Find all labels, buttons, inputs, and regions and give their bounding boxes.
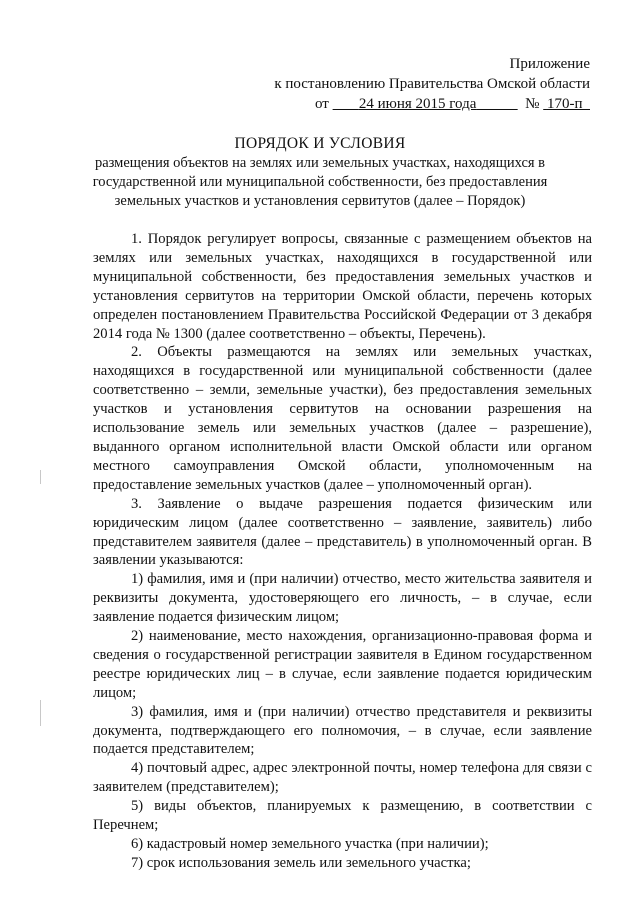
document-title [0, 134, 640, 211]
date-prefix: от [315, 96, 329, 112]
list-item-5: 5) виды объектов, планируемых к размещению, в соответствии с Перечнем; [93, 798, 592, 834]
title-subline: государственной или муниципальной собственности, без предоставления [92, 174, 548, 190]
list-item-6: 6) кадастровый номер земельного участка (при наличии); [131, 836, 489, 852]
list-item-3: 3) фамилия, имя и (при наличии) отчество представителя и реквизиты документа, подтверждающего его полномочия, – в случае, если заявление подается представителем; [93, 703, 592, 758]
title-subline: земельных участков и установления сервитутов (далее – Порядок) [114, 193, 526, 209]
paragraph-1: 1. Порядок регулирует вопросы, связанные с размещением объектов на землях или земельных участках, находящихся в государственной или муниципальной собственности, без предоставления земельных участков и установления сервитутов на территории Омской области, перечень которых определен постановлением Правительства Российской Федерации от 3 декабря 2014 года № 1300 (далее соответственно – объекты, Перечень). [93, 231, 592, 342]
title-heading: ПОРЯДОК И УСЛОВИЯ [234, 135, 406, 152]
paragraph-2: 2. Объекты размещаются на землях или земельных участках, находящихся в государственной или муниципальной собственности (далее соответственно – земли, земельные участки), без предоставления земельных участков и установления сервитутов на основании разрешения на использование земель или земельных участков (далее – разрешение), выданного органом исполнительной власти Омской области или органом местного самоуправления Омской области, уполномоченным на предоставление земельных участков (далее – уполномоченный орган). [93, 344, 592, 493]
paragraph-3: 3. Заявление о выдаче разрешения подается физическим или юридическим лицом (далее соответственно – заявление, заявитель) либо представителем заявителя (далее – представитель) в уполномоченный орган. В заявлении указываются: [93, 495, 592, 569]
title-subline: размещения объектов на землях или земельных участках, находящихся в [94, 155, 546, 171]
appendix-resolution: к постановлению Правительства Омской области [274, 76, 590, 92]
appendix-date-line [274, 94, 590, 114]
date-value: 24 июня 2015 года [358, 96, 477, 112]
appendix-label: Приложение [509, 56, 590, 72]
list-item-4: 4) почтовый адрес, адрес электронной почты, номер телефона для связи с заявителем (представителем); [93, 760, 592, 796]
scan-margin-mark [40, 470, 41, 484]
appendix-block [274, 54, 590, 114]
list-item-7: 7) срок использования земель или земельного участка; [131, 854, 471, 871]
list-item-1: 1) фамилия, имя и (при наличии) отчество, место жительства заявителя и реквизиты документа, удостоверяющего его личность, – в случае, если заявление подается физическим лицом; [93, 571, 592, 626]
number-value: 170-п [546, 96, 583, 112]
document-body [93, 230, 592, 873]
list-item-2: 2) наименование, место нахождения, организационно-правовая форма и сведения о государственной регистрации заявителя в Едином государственном реестре юридических лиц – в случае, если заявление подается юридическим лицом; [93, 628, 592, 701]
scan-margin-mark [40, 700, 41, 726]
number-prefix: № [525, 96, 540, 112]
